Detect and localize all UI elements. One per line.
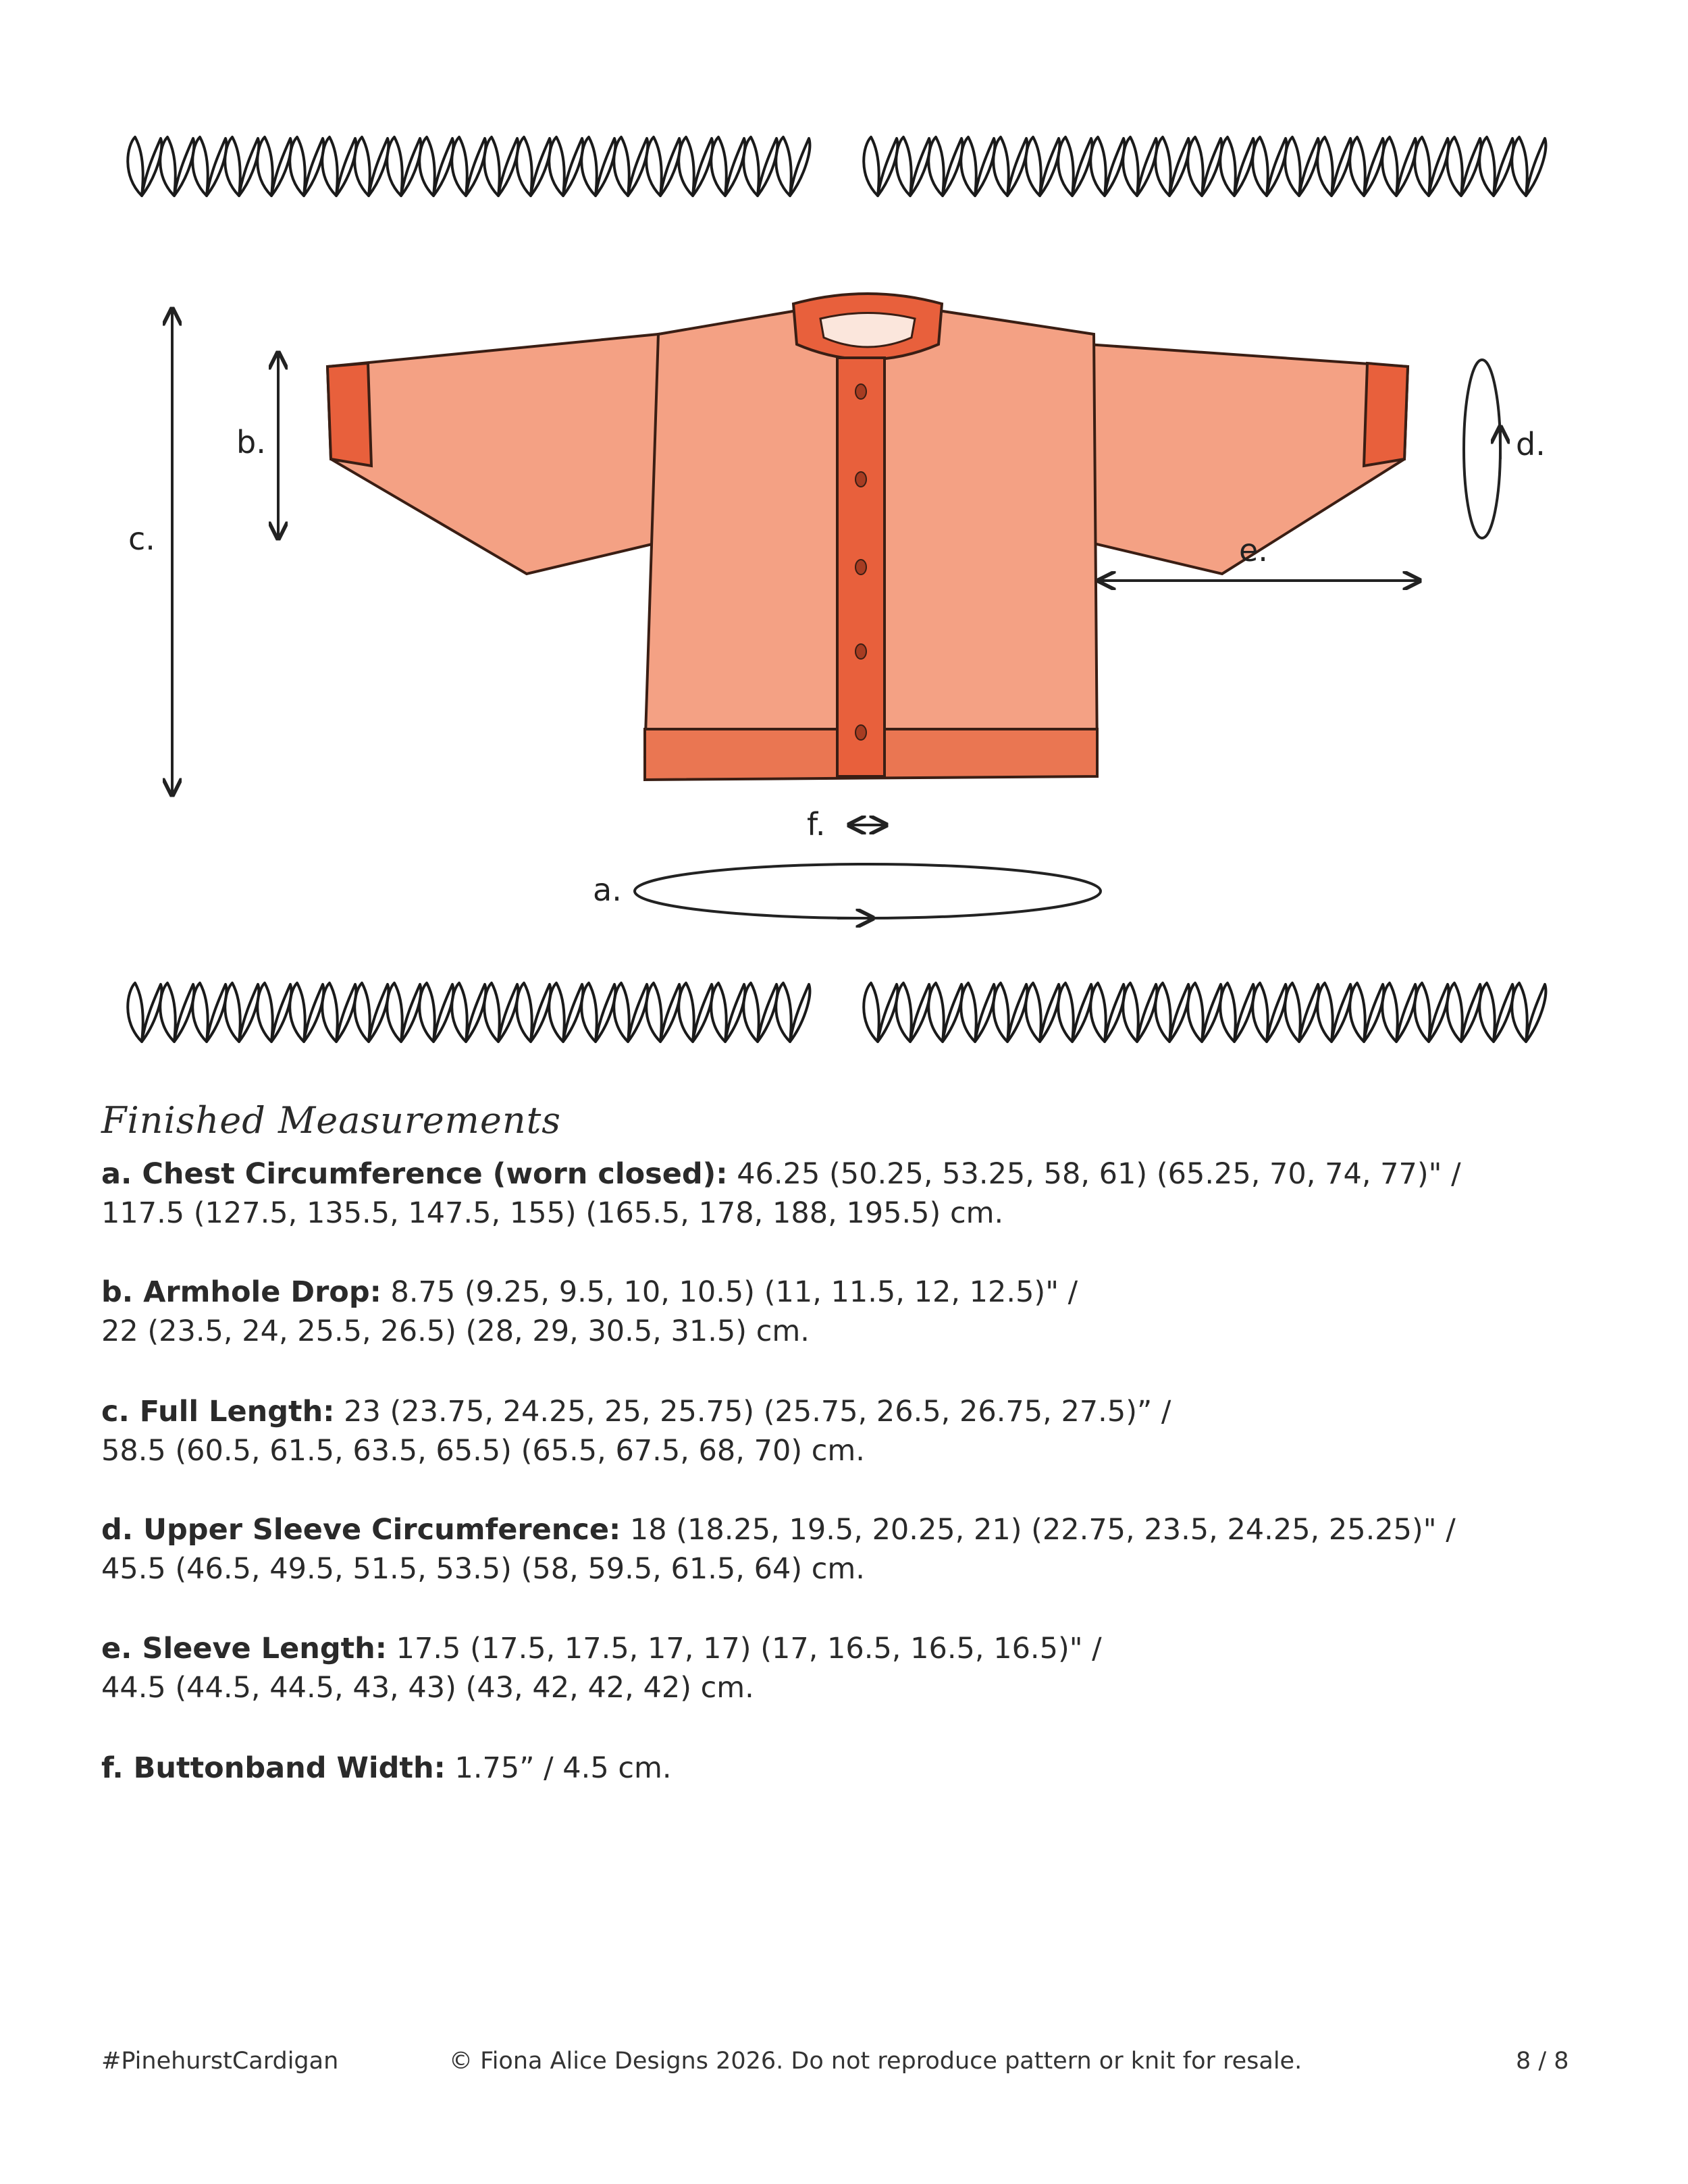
leaf-motif xyxy=(1090,983,1124,1042)
collar-inner xyxy=(820,313,915,348)
leaf-motif xyxy=(1479,983,1513,1042)
leaf-motif xyxy=(1026,983,1059,1042)
leaf-motif xyxy=(1123,137,1157,196)
label-a: a. xyxy=(593,872,622,908)
measurement-metric: 44.5 (44.5, 44.5, 43, 43) (43, 42, 42, 42) cm. xyxy=(101,1671,754,1705)
leaf-motif xyxy=(961,137,995,196)
leaf-motif xyxy=(1058,137,1092,196)
leaf-motif xyxy=(1350,983,1383,1042)
leaf-motif xyxy=(452,137,485,196)
cardigan-schematic xyxy=(0,257,1688,945)
label-e: e. xyxy=(1239,532,1268,568)
leaf-motif xyxy=(993,137,1027,196)
leaf-motif xyxy=(1220,137,1254,196)
leaf-motif xyxy=(1415,137,1448,196)
leaf-motif xyxy=(896,983,930,1042)
label-d: d. xyxy=(1516,426,1546,462)
leaf-motif xyxy=(614,137,648,196)
leaf-motif xyxy=(1317,137,1351,196)
measurement-imperial: 23 (23.75, 24.25, 25, 25.75) (25.75, 26.5, 26.75, 27.5)” / xyxy=(334,1395,1171,1429)
leaf-motif xyxy=(192,137,226,196)
leaf-motif xyxy=(993,983,1027,1042)
leaf-motif xyxy=(322,983,356,1042)
leaf-border-top-left xyxy=(122,132,824,213)
leaf-motif xyxy=(1155,137,1189,196)
leaf-motif xyxy=(711,137,745,196)
leaf-motif xyxy=(452,983,485,1042)
leaf-motif xyxy=(1188,137,1221,196)
leaf-border-top-right xyxy=(858,132,1560,213)
leaf-motif xyxy=(1382,983,1416,1042)
measurement-imperial: 8.75 (9.25, 9.5, 10, 10.5) (11, 11.5, 12, 12.5)" / xyxy=(381,1275,1078,1309)
leaf-motif xyxy=(679,137,712,196)
leaf-motif xyxy=(864,983,897,1042)
leaf-motif xyxy=(160,137,194,196)
leaf-motif xyxy=(743,137,777,196)
section-title: Finished Measurements xyxy=(101,1099,562,1142)
left-cuff xyxy=(327,363,371,466)
leaf-motif xyxy=(192,983,226,1042)
label-c: c. xyxy=(128,521,155,557)
leaf-motif xyxy=(484,983,518,1042)
leaf-motif xyxy=(743,983,777,1042)
leaf-motif xyxy=(290,137,323,196)
leaf-motif xyxy=(961,983,995,1042)
leaf-motif xyxy=(1350,137,1383,196)
leaf-motif xyxy=(290,983,323,1042)
measurement-d xyxy=(101,1510,1620,1589)
leaf-motif xyxy=(1090,137,1124,196)
leaf-motif xyxy=(225,137,259,196)
leaf-motif xyxy=(1026,137,1059,196)
leaf-motif xyxy=(128,983,161,1042)
leaf-motif xyxy=(419,137,453,196)
leaf-motif xyxy=(354,137,388,196)
leaf-motif xyxy=(517,983,550,1042)
label-f: f. xyxy=(807,806,826,843)
measurement-imperial: 1.75” / 4.5 cm. xyxy=(445,1751,672,1785)
measurement-metric: 45.5 (46.5, 49.5, 51.5, 53.5) (58, 59.5, 61.5, 64) cm. xyxy=(101,1552,865,1586)
measurement-label: a. Chest Circumference (worn closed): xyxy=(101,1157,728,1191)
upper-sleeve-circumference-mark xyxy=(1464,360,1500,538)
measurement-metric: 22 (23.5, 24, 25.5, 26.5) (28, 29, 30.5, 31.5) cm. xyxy=(101,1314,810,1348)
leaf-motif xyxy=(614,983,648,1042)
footer-page-number: 8 / 8 xyxy=(1516,2048,1569,2075)
leaf-motif xyxy=(322,137,356,196)
left-sleeve xyxy=(327,334,658,574)
leaf-motif xyxy=(646,137,680,196)
measurement-label: f. Buttonband Width: xyxy=(101,1751,446,1785)
leaf-motif xyxy=(928,137,962,196)
footer-copyright: © Fiona Alice Designs 2026. Do not reproduce pattern or knit for resale. xyxy=(449,2048,1302,2075)
measurement-metric: 117.5 (127.5, 135.5, 147.5, 155) (165.5, 178, 188, 195.5) cm. xyxy=(101,1196,1004,1230)
leaf-motif xyxy=(1285,983,1319,1042)
leaf-motif xyxy=(1447,983,1481,1042)
leaf-motif xyxy=(549,137,583,196)
leaf-motif xyxy=(1382,137,1416,196)
leaf-motif xyxy=(419,983,453,1042)
measurement-f xyxy=(101,1749,1620,1788)
leaf-motif xyxy=(776,983,810,1042)
footer-hashtag: #PinehurstCardigan xyxy=(101,2048,339,2075)
chest-circumference-mark xyxy=(635,864,1101,918)
leaf-motif xyxy=(1479,137,1513,196)
measurement-a xyxy=(101,1154,1620,1233)
cardigan-drawing xyxy=(0,257,1688,945)
measurement-imperial: 46.25 (50.25, 53.25, 58, 61) (65.25, 70, 74, 77)" / xyxy=(727,1157,1461,1191)
measurement-c xyxy=(101,1392,1620,1470)
leaf-motif xyxy=(1512,983,1546,1042)
leaf-motif xyxy=(1447,137,1481,196)
leaf-motif xyxy=(928,983,962,1042)
measurement-b xyxy=(101,1273,1620,1351)
leaf-border-bottom-right xyxy=(858,978,1560,1059)
measurement-label: d. Upper Sleeve Circumference: xyxy=(101,1513,621,1547)
leaf-motif xyxy=(160,983,194,1042)
leaf-motif xyxy=(517,137,550,196)
leaf-motif xyxy=(225,983,259,1042)
leaf-motif xyxy=(257,983,291,1042)
leaf-motif xyxy=(1123,983,1157,1042)
leaf-motif xyxy=(646,983,680,1042)
leaf-border-bottom-left xyxy=(122,978,824,1059)
leaf-motif xyxy=(484,137,518,196)
measurement-label: e. Sleeve Length: xyxy=(101,1632,387,1666)
leaf-motif xyxy=(896,137,930,196)
measurement-metric: 58.5 (60.5, 61.5, 63.5, 65.5) (65.5, 67.5, 68, 70) cm. xyxy=(101,1434,865,1468)
measurement-imperial: 17.5 (17.5, 17.5, 17, 17) (17, 16.5, 16.5, 16.5)" / xyxy=(387,1632,1102,1666)
measurement-e xyxy=(101,1629,1620,1707)
leaf-motif xyxy=(549,983,583,1042)
measurement-imperial: 18 (18.25, 19.5, 20.25, 21) (22.75, 23.5, 24.25, 25.25)" / xyxy=(621,1513,1456,1547)
leaf-motif xyxy=(1252,137,1286,196)
leaf-motif xyxy=(257,137,291,196)
measurement-label: c. Full Length: xyxy=(101,1395,335,1429)
leaf-motif xyxy=(864,137,897,196)
leaf-motif xyxy=(1188,983,1221,1042)
leaf-motif xyxy=(581,137,615,196)
leaf-motif xyxy=(354,983,388,1042)
leaf-motif xyxy=(1512,137,1546,196)
right-cuff xyxy=(1364,363,1408,466)
leaf-motif xyxy=(1058,983,1092,1042)
leaf-motif xyxy=(679,983,712,1042)
label-b: b. xyxy=(236,424,266,460)
leaf-motif xyxy=(1285,137,1319,196)
measurement-label: b. Armhole Drop: xyxy=(101,1275,381,1309)
leaf-motif xyxy=(1155,983,1189,1042)
leaf-motif xyxy=(776,137,810,196)
leaf-motif xyxy=(128,137,161,196)
leaf-motif xyxy=(1220,983,1254,1042)
leaf-motif xyxy=(581,983,615,1042)
leaf-motif xyxy=(711,983,745,1042)
leaf-motif xyxy=(387,983,421,1042)
leaf-motif xyxy=(1317,983,1351,1042)
leaf-motif xyxy=(1252,983,1286,1042)
leaf-motif xyxy=(387,137,421,196)
leaf-motif xyxy=(1415,983,1448,1042)
